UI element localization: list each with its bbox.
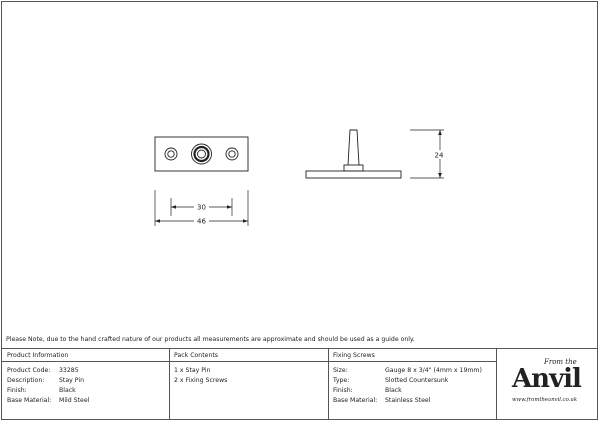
disclaimer-note: Please Note, due to the hand crafted nature of our products all measurements are approximate and should be used as a guide only. [6, 336, 415, 343]
dim-overall-width: 46 [197, 217, 206, 226]
screw-finish-row: Finish: Black [333, 387, 402, 394]
pack-item: 1 x Stay Pin [174, 367, 211, 374]
side-plate [306, 171, 401, 178]
screw-material-row: Base Material: Stainless Steel [333, 397, 431, 404]
description-row: Description: Stay Pin [7, 377, 85, 384]
finish-row: Finish: Black [7, 387, 76, 394]
pack-contents-column [169, 349, 328, 420]
plate-outline [155, 137, 248, 171]
fixing-screws-heading: Fixing Screws [333, 352, 375, 359]
logo-brand: Anvil [512, 364, 581, 394]
product-code-row: Product Code: 33285 [7, 367, 79, 374]
description-value: Stay Pin [59, 377, 85, 384]
screw-type-row: Type: Slotted Countersunk [333, 377, 449, 384]
product-info-heading: Product Information [7, 352, 69, 359]
dim-inner-width: 30 [197, 203, 206, 212]
finish-value: Black [59, 387, 76, 394]
side-pin [348, 130, 359, 165]
product-code-value: 33285 [59, 367, 79, 374]
pack-item: 2 x Fixing Screws [174, 377, 228, 384]
screw-hole-left [165, 148, 177, 160]
dim-height: 24 [434, 151, 444, 160]
fixing-screws-column [328, 349, 496, 420]
base-material-row: Base Material: Mild Steel [7, 397, 90, 404]
screw-size-row: Size: Gauge 8 x 3/4" (4mm x 19mm) [333, 367, 482, 374]
product-info-column [2, 349, 169, 420]
column-divider-3 [496, 349, 497, 420]
top-view [155, 137, 248, 171]
logo-from-the: From the [544, 358, 577, 366]
from-the-anvil-logo [506, 352, 594, 418]
screw-hole-right [226, 148, 238, 160]
side-view [306, 130, 401, 178]
side-boss [344, 165, 363, 171]
base-material-value: Mild Steel [59, 397, 90, 404]
logo-url: www.fromtheanvil.co.uk [512, 397, 578, 403]
pack-contents-heading: Pack Contents [174, 352, 219, 359]
